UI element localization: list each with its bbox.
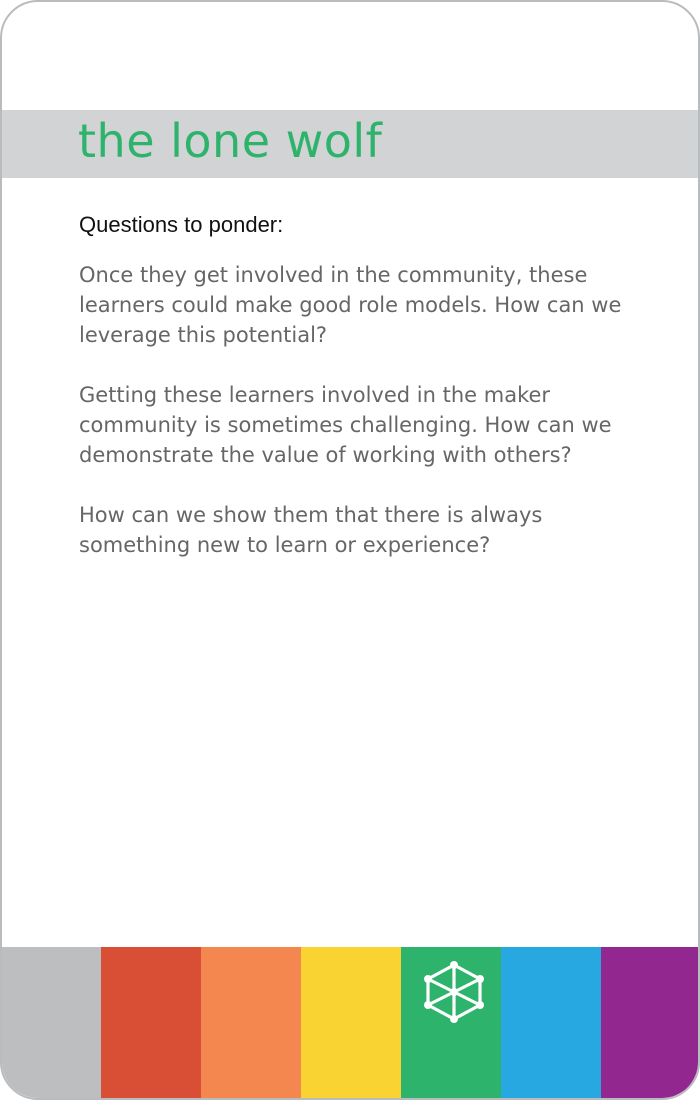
stripe-purple	[601, 947, 698, 1100]
question-paragraph: Getting these learners involved in the maker community is sometimes challenging. How can we demonstrate the value of working with others?	[79, 383, 612, 467]
questions-heading: Questions to ponder:	[79, 212, 284, 237]
stripe-gray	[2, 947, 101, 1100]
cube-icon	[420, 959, 488, 1027]
card-content	[79, 212, 639, 590]
title-band	[2, 110, 698, 178]
color-stripes	[2, 947, 698, 1100]
question-paragraph: Once they get involved in the community, these learners could make good role models. How can we leverage this potential?	[79, 263, 622, 347]
stripe-orange	[201, 947, 301, 1100]
card-title: the lone wolf	[78, 114, 383, 168]
stripe-yellow	[301, 947, 401, 1100]
question-paragraph: How can we show them that there is always something new to learn or experience?	[79, 503, 543, 557]
stripe-red	[101, 947, 201, 1100]
stripe-blue	[501, 947, 601, 1100]
